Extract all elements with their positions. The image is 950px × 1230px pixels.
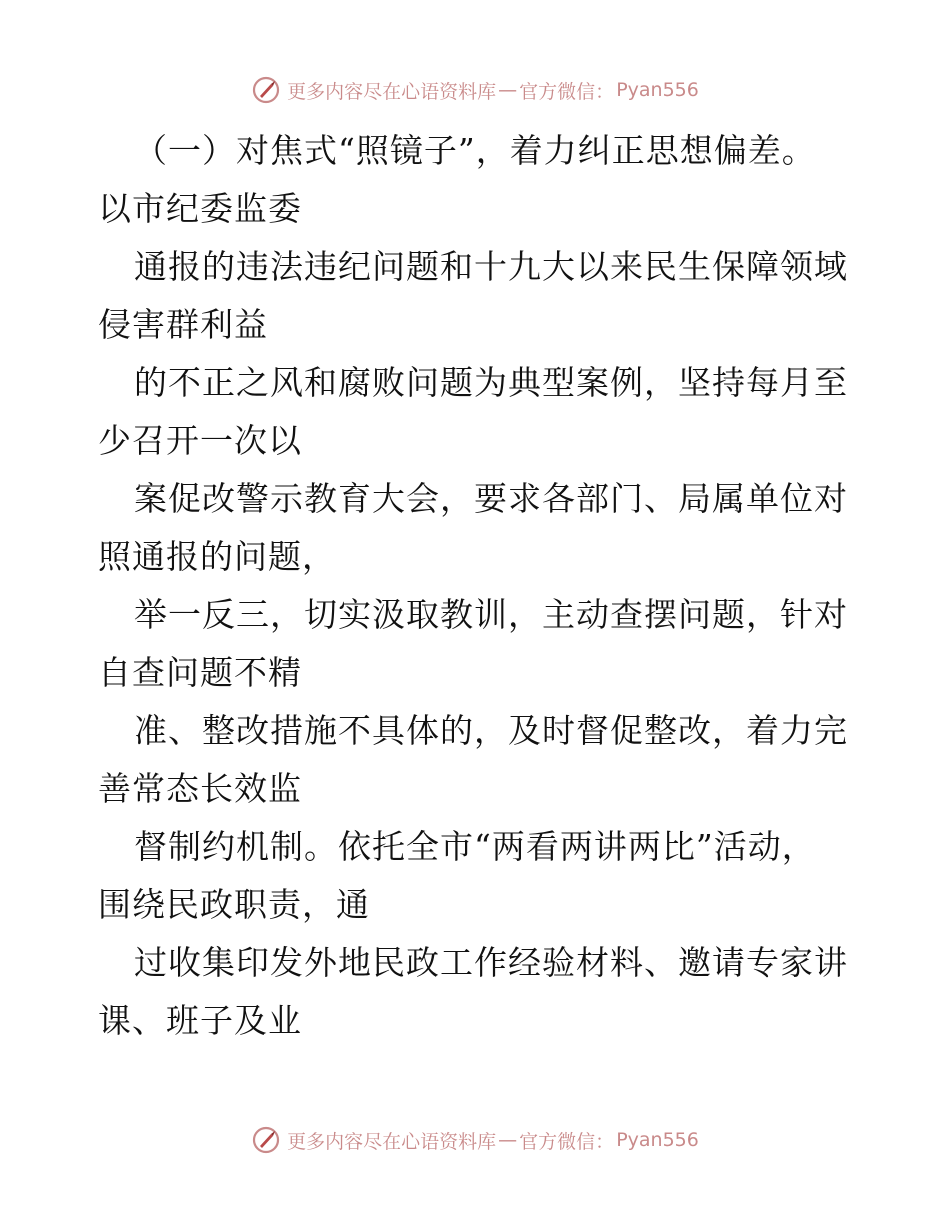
text-line: 通报的违法违纪问题和十九大以来民生保障领域: [134, 247, 848, 286]
watermark-text: 更多内容尽在心语资料库: [287, 80, 497, 103]
text-line: 照通报的问题，: [98, 537, 336, 576]
watermark-account: Pyan556: [616, 79, 699, 101]
text-line: 的不正之风和腐败问题为典型案例，坚持每月至: [134, 363, 848, 402]
watermark-separator: —: [498, 1129, 518, 1151]
text-line: 举一反三，切实汲取教训，主动查摆问题，针对: [134, 595, 848, 634]
text-line: 侵害群利益: [98, 305, 268, 344]
text-line: 围绕民政职责，通: [98, 885, 370, 924]
footer-watermark: [0, 1120, 950, 1160]
watermark-account: Pyan556: [616, 1129, 699, 1151]
watermark-label: 官方微信：: [519, 80, 615, 103]
text-line: 案促改警示教育大会，要求各部门、局属单位对: [134, 479, 848, 518]
text-line: 以市纪委监委: [98, 189, 302, 228]
text-line: （一）对焦式“照镜子”，着力纠正思想偏差。: [134, 131, 816, 170]
header-watermark: [0, 70, 950, 110]
watermark-text: 更多内容尽在心语资料库: [287, 1130, 497, 1153]
text-line: 少召开一次以: [98, 421, 302, 460]
quill-logo-icon: [251, 1125, 281, 1155]
text-line: 过收集印发外地民政工作经验材料、邀请专家讲: [134, 943, 848, 982]
document-body: [98, 122, 858, 1050]
watermark-label: 官方微信：: [519, 1130, 615, 1153]
text-line: 善常态长效监: [98, 769, 302, 808]
text-line: 准、整改措施不具体的，及时督促整改，着力完: [134, 711, 848, 750]
quill-logo-icon: [251, 75, 281, 105]
text-line: 课、班子及业: [98, 1001, 302, 1040]
watermark-separator: —: [498, 79, 518, 101]
text-line: 自查问题不精: [98, 653, 302, 692]
text-line: 督制约机制。依托全市“两看两讲两比”活动，: [134, 827, 816, 866]
